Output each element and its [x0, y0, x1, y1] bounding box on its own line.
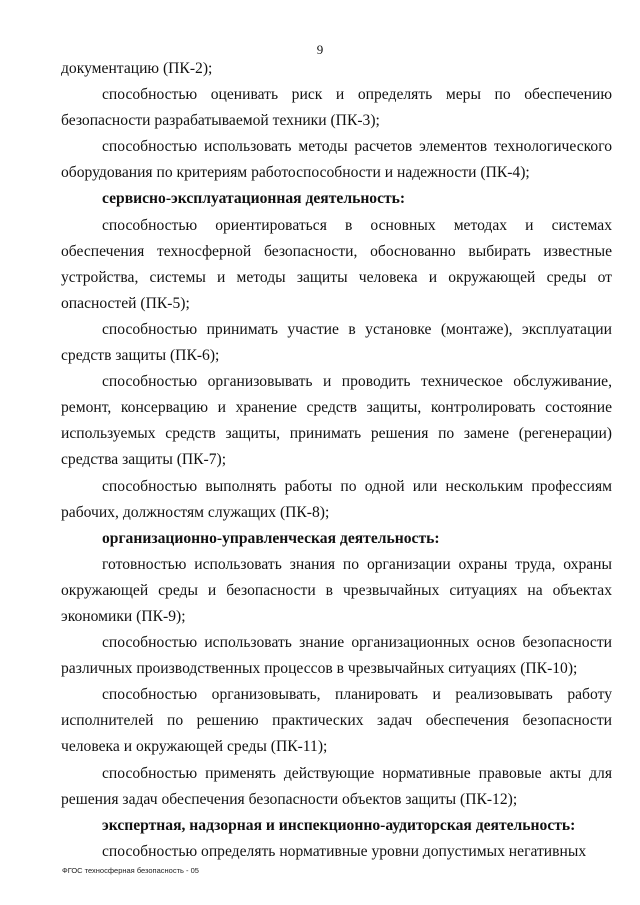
list-item: способностью организовывать и проводить техническое обслуживание, ремонт, консервацию и хранение средств защиты, контролировать состояние используемых средств защиты, принимать решения по замене (регенерации) средства защиты (ПК-7); [61, 373, 612, 469]
list-item: способностью ориентироваться в основных методах и системах обеспечения техносферной безопасности, обоснованно выбирать известные устройства, системы и методы защиты человека и окружающей среды от опасностей (ПК-5); [61, 216, 612, 312]
list-item: способностью принимать участие в установке (монтаже), эксплуатации средств защиты (ПК-6); [61, 320, 612, 365]
list-item: способностью применять действующие нормативные правовые акты для решения задач обеспечения безопасности объектов защиты (ПК-12); [61, 764, 612, 808]
document-body [61, 56, 612, 865]
list-item: способностью выполнять работы по одной или нескольким профессиям рабочих, должностям служащих (ПК-8); [61, 477, 612, 521]
page-footer: ФГОС техносферная безопасность - 05 [62, 866, 199, 875]
list-item: способностью оценивать риск и определять меры по обеспечению безопасности разрабатываемой техники (ПК-3); [61, 86, 612, 130]
section-heading: организационно-управленческая деятельность: [102, 529, 440, 547]
list-item: готовностью использовать знания по организации охраны труда, охраны окружающей среды и безопасности в чрезвычайных ситуациях на объектах экономики (ПК-9); [61, 555, 612, 625]
paragraph-continuation: документацию (ПК-2); [61, 60, 213, 77]
list-item: способностью использовать методы расчетов элементов технологического оборудования по критериям работоспособности и надежности (ПК-4); [61, 138, 612, 182]
section-heading: экспертная, надзорная и инспекционно-аудиторская деятельность: [102, 816, 576, 834]
section-heading: сервисно-эксплуатационная деятельность: [102, 190, 406, 208]
list-item: способностью использовать знание организационных основ безопасности различных производственных процессов в чрезвычайных ситуациях (ПК-10); [61, 634, 612, 678]
list-item: способностью определять нормативные уровни допустимых негативных [102, 842, 587, 860]
list-item: способностью организовывать, планировать и реализовывать работу исполнителей по решению практических задач обеспечения безопасности человека и окружающей среды (ПК-11); [61, 686, 612, 756]
page-number: 9 [316, 42, 324, 57]
